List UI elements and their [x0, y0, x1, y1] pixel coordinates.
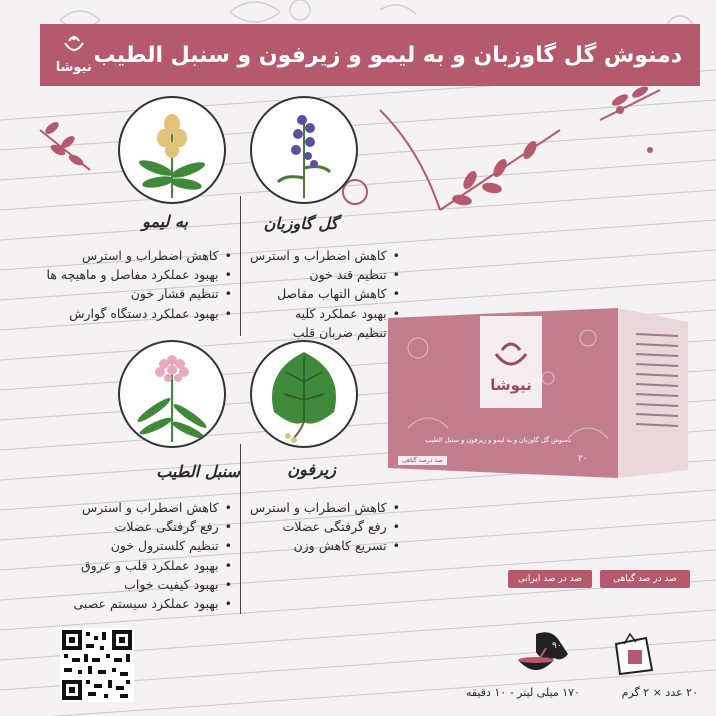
temperature-text: ۹۰° — [552, 641, 567, 651]
teabag-icon — [606, 630, 658, 678]
list-item: • کاهش اضطراب و استرس — [74, 498, 233, 517]
herbal-badge: صد در صد گیاهی — [600, 570, 690, 588]
column-divider-top — [240, 196, 241, 336]
iranian-badge: صد در صد ایرانی — [508, 570, 592, 588]
lemon-verbena-illustration — [118, 96, 226, 204]
qr-code — [60, 628, 134, 702]
list-item: • کاهش اضطراب و استرس — [47, 246, 232, 265]
quantity-info: ۲۰ عدد × ۲ گرم — [621, 686, 698, 699]
box-brand: نیوشا — [490, 376, 532, 394]
list-item: • تنظیم فشار خون — [47, 284, 232, 303]
list-item: • تنظیم ضربان قلب — [250, 323, 400, 342]
linden-benefits — [250, 498, 400, 556]
valerian-illustration — [118, 340, 226, 448]
qr-code-icon — [60, 628, 134, 702]
product-box — [388, 308, 688, 478]
linden-leaf-icon — [252, 342, 356, 446]
box-tag: صد درصد گیاهی — [398, 456, 447, 465]
list-item: • کاهش اضطراب و استرس — [250, 498, 400, 517]
box-count: ۲۰ — [578, 454, 588, 464]
list-item: • بهبود عملکرد قلب و عروق — [74, 556, 233, 575]
box-label: دمنوش گل گاوزبان و به لیمو و زیرفون و سنبل الطیب — [425, 436, 571, 444]
lemon-verbena-benefits — [47, 246, 232, 323]
linden-name: زیرفون — [287, 460, 336, 479]
list-item: • بهبود عملکرد دستگاه گوارش — [47, 304, 232, 323]
page-title: دمنوش گل گاوزبان و به لیمو و زیرفون و سنبل الطیب — [93, 42, 682, 68]
brand-logo — [54, 35, 94, 75]
lemon-verbena-icon — [120, 98, 224, 202]
header-banner — [40, 24, 700, 86]
list-item: • بهبود عملکرد مفاصل و ماهیچه ها — [47, 265, 232, 284]
teapot-cup-icon — [506, 626, 582, 680]
linden-illustration — [250, 340, 358, 448]
borage-flower-icon — [252, 98, 356, 202]
valerian-name: سنبل الطیب — [156, 462, 240, 481]
list-item: • کاهش التهاب مفاصل — [250, 284, 400, 303]
borage-illustration — [250, 96, 358, 204]
list-item: • رفع گرفتگی عضلات — [250, 517, 400, 536]
list-item: • تنظیم قند خون — [250, 265, 400, 284]
list-item: • بهبود عملکرد کلیه — [250, 304, 400, 323]
list-item: • تنظیم کلسترول خون — [74, 536, 233, 555]
brewing-info: ۱۷۰ میلی لیتر - ۱۰ دقیقه — [465, 686, 580, 699]
list-item: • کاهش اضطراب و استرس — [250, 246, 400, 265]
column-divider-bottom — [240, 444, 241, 614]
borage-benefits — [250, 246, 400, 342]
logo-name: نیوشا — [55, 60, 92, 75]
list-item: • بهبود کیفیت خواب — [74, 575, 233, 594]
valerian-flower-icon — [120, 342, 224, 446]
list-item: • رفع گرفتگی عضلات — [74, 517, 233, 536]
teapot-logo-icon — [54, 35, 94, 60]
list-item: • بهبود عملکرد سیستم عصبی — [74, 594, 233, 613]
borage-name: گل گاوزبان — [263, 214, 338, 233]
list-item: • تسریع کاهش وزن — [250, 536, 400, 555]
valerian-benefits — [74, 498, 233, 613]
lemon-verbena-name: به لیمو — [142, 212, 188, 231]
